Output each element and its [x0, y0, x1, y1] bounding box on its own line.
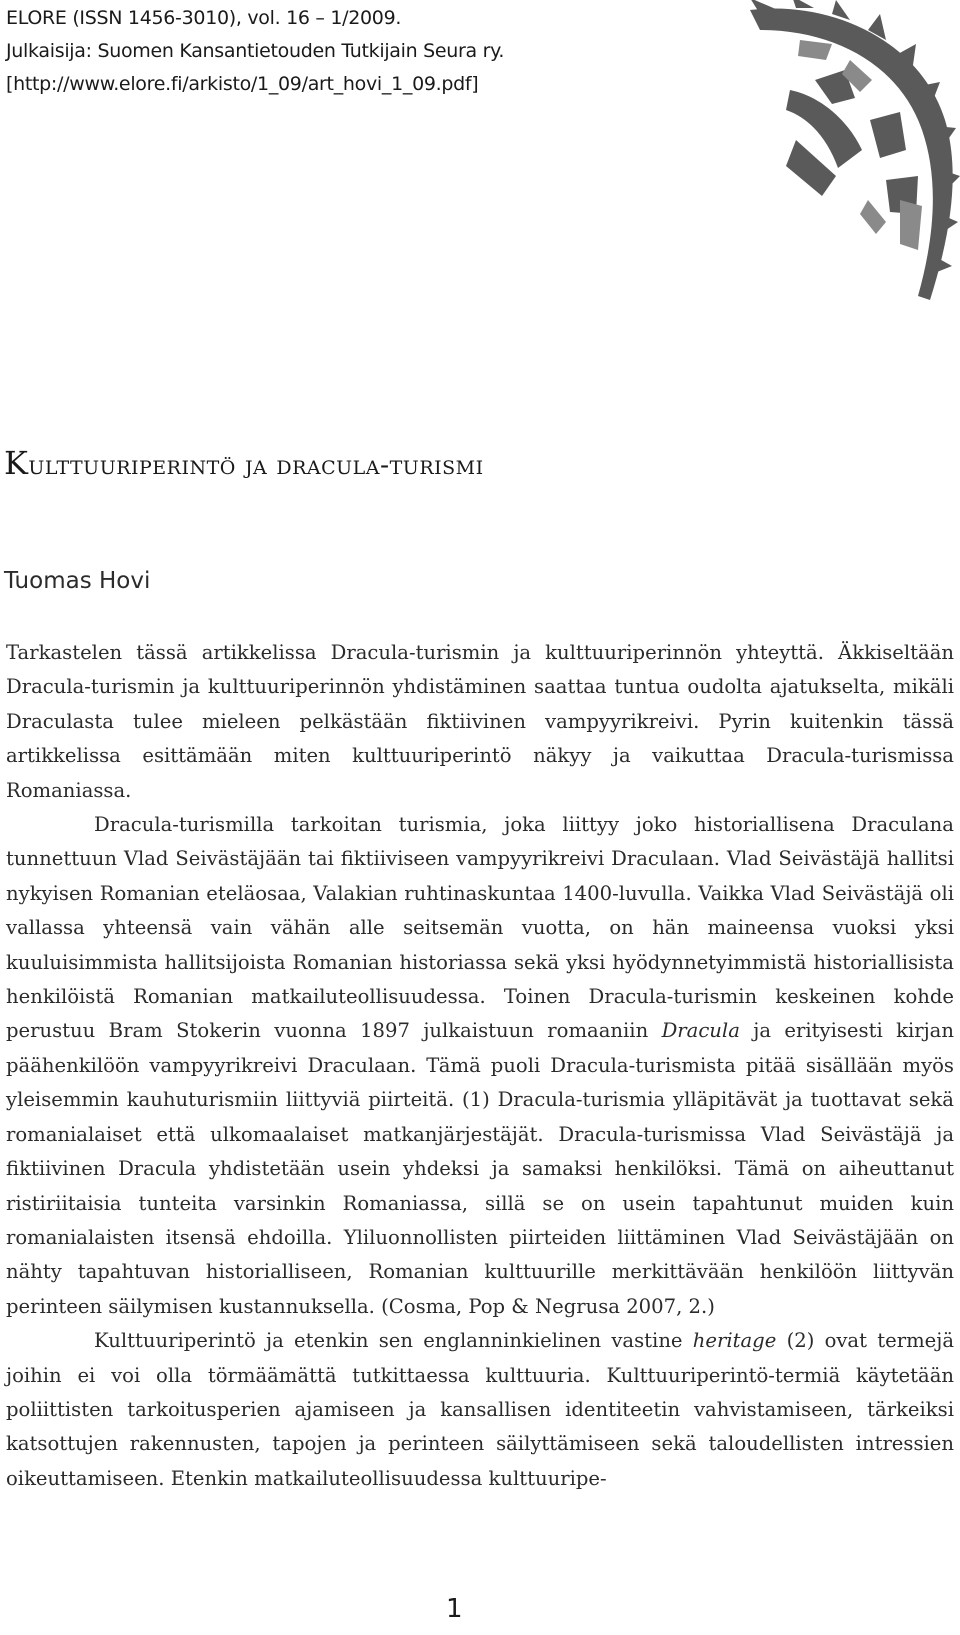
article-title — [4, 444, 484, 482]
paragraph-2 — [6, 808, 954, 1324]
article-title-initial: K — [4, 444, 29, 482]
paragraph-3-part-b: (2) ovat termejä joihin ei voi olla törmäämättä tutkittaessa kulttuuria. Kulttuuriperintö-termiä käytetään poliittisten tarkoitusperien ajamiseen ja kansallisen identiteetin vahvistamiseen, tärkeiksi katsottujen rakennusten, tapojen ja perinteen säilyttämiseen sekä taloudellisten intressien oikeuttamiseen. Etenkin matkailuteollisuudessa kulttuuripe- — [6, 1329, 954, 1490]
page-number: 1 — [446, 1594, 463, 1624]
paragraph-1: Tarkastelen tässä artikkelissa Dracula-turismin ja kulttuuriperinnön yhteyttä. Äkkiseltään Dracula-turismin ja kulttuuriperinnön yhdistäminen saattaa tuntua oudolta ajatukselta, mikäli Draculasta tulee mieleen pelkästään fiktiivinen vampyyrikreivi. Pyrin kuitenkin tässä artikkelissa esittämään miten kulttuuriperintö näkyy ja vaikuttaa Dracula-turismissa Romaniassa. — [6, 641, 954, 802]
article-title-rest: ulttuuriperintö ja dracula-turismi — [28, 450, 484, 481]
paragraph-2-part-a: Dracula-turismilla tarkoitan turismia, joka liittyy joko historiallisena Draculana tunnettuun Vlad Seivästäjään tai fiktiiviseen vampyyrikreivi Draculaan. Vlad Seivästäjä hallitsi nykyisen Romanian eteläosaa, Valakian ruhtinaskuntaa 1400-luvulla. Vaikka Vlad Seivästäjä oli vallassa yhteensä vain vähän alle seitsemän vuotta, on hän maineensa vuoksi yksi kuuluisimmista hallitsijoista Romanian historiassa sekä yksi hyödynnetyimmistä historiallisista henkilöistä Romanian matkailuteollisuudessa. Toinen Dracula-turismin keskeinen kohde perustuu Bram Stokerin vuonna 1897 julkaistuun romaaniin — [6, 813, 954, 1043]
journal-url[interactable]: [http://www.elore.fi/arkisto/1_09/art_hovi_1_09.pdf] — [6, 73, 479, 95]
journal-citation: ELORE (ISSN 1456-3010), vol. 16 – 1/2009. — [6, 7, 402, 29]
paragraph-2-italic: Dracula — [661, 1019, 740, 1043]
article-author: Tuomas Hovi — [4, 568, 151, 594]
article-body — [6, 636, 954, 1496]
paragraph-3-part-a: Kulttuuriperintö ja etenkin sen englanninkielinen vastine — [94, 1329, 683, 1353]
journal-header — [6, 2, 504, 101]
journal-logo-icon — [600, 0, 960, 320]
paragraph-2-part-b: ja erityisesti kirjan päähenkilöön vampyyrikreivi Draculaan. Tämä puoli Dracula-turismista pitää sisällään myös yleisemmin kauhuturismiin liittyviä piirteitä. (1) Dracula-turismia ylläpitävät ja tuottavat sekä romanialaiset että ulkomaalaiset matkanjärjestäjät. Dracula-turismissa Vlad Seivästäjä ja fiktiivinen Dracula yhdistetään usein yhdeksi ja samaksi henkilöksi. Tämä on aiheuttanut ristiriitaisia tunteita varsinkin Romaniassa, sillä se on usein tapahtunut muiden kuin romanialaisten itsensä ehdoilla. Yliluonnollisten piirteiden liittäminen Vlad Seivästäjään on nähty tapahtuvan historialliseen, Romanian kulttuurille merkittävään henkilöön liittyvän perinteen säilymisen kustannuksella. (Cosma, Pop & Negrusa 2007, 2.) — [6, 1019, 954, 1318]
journal-publisher: Julkaisija: Suomen Kansantietouden Tutkijain Seura ry. — [6, 40, 505, 62]
paragraph-3 — [6, 1324, 954, 1496]
paragraph-3-italic: heritage — [692, 1329, 777, 1353]
